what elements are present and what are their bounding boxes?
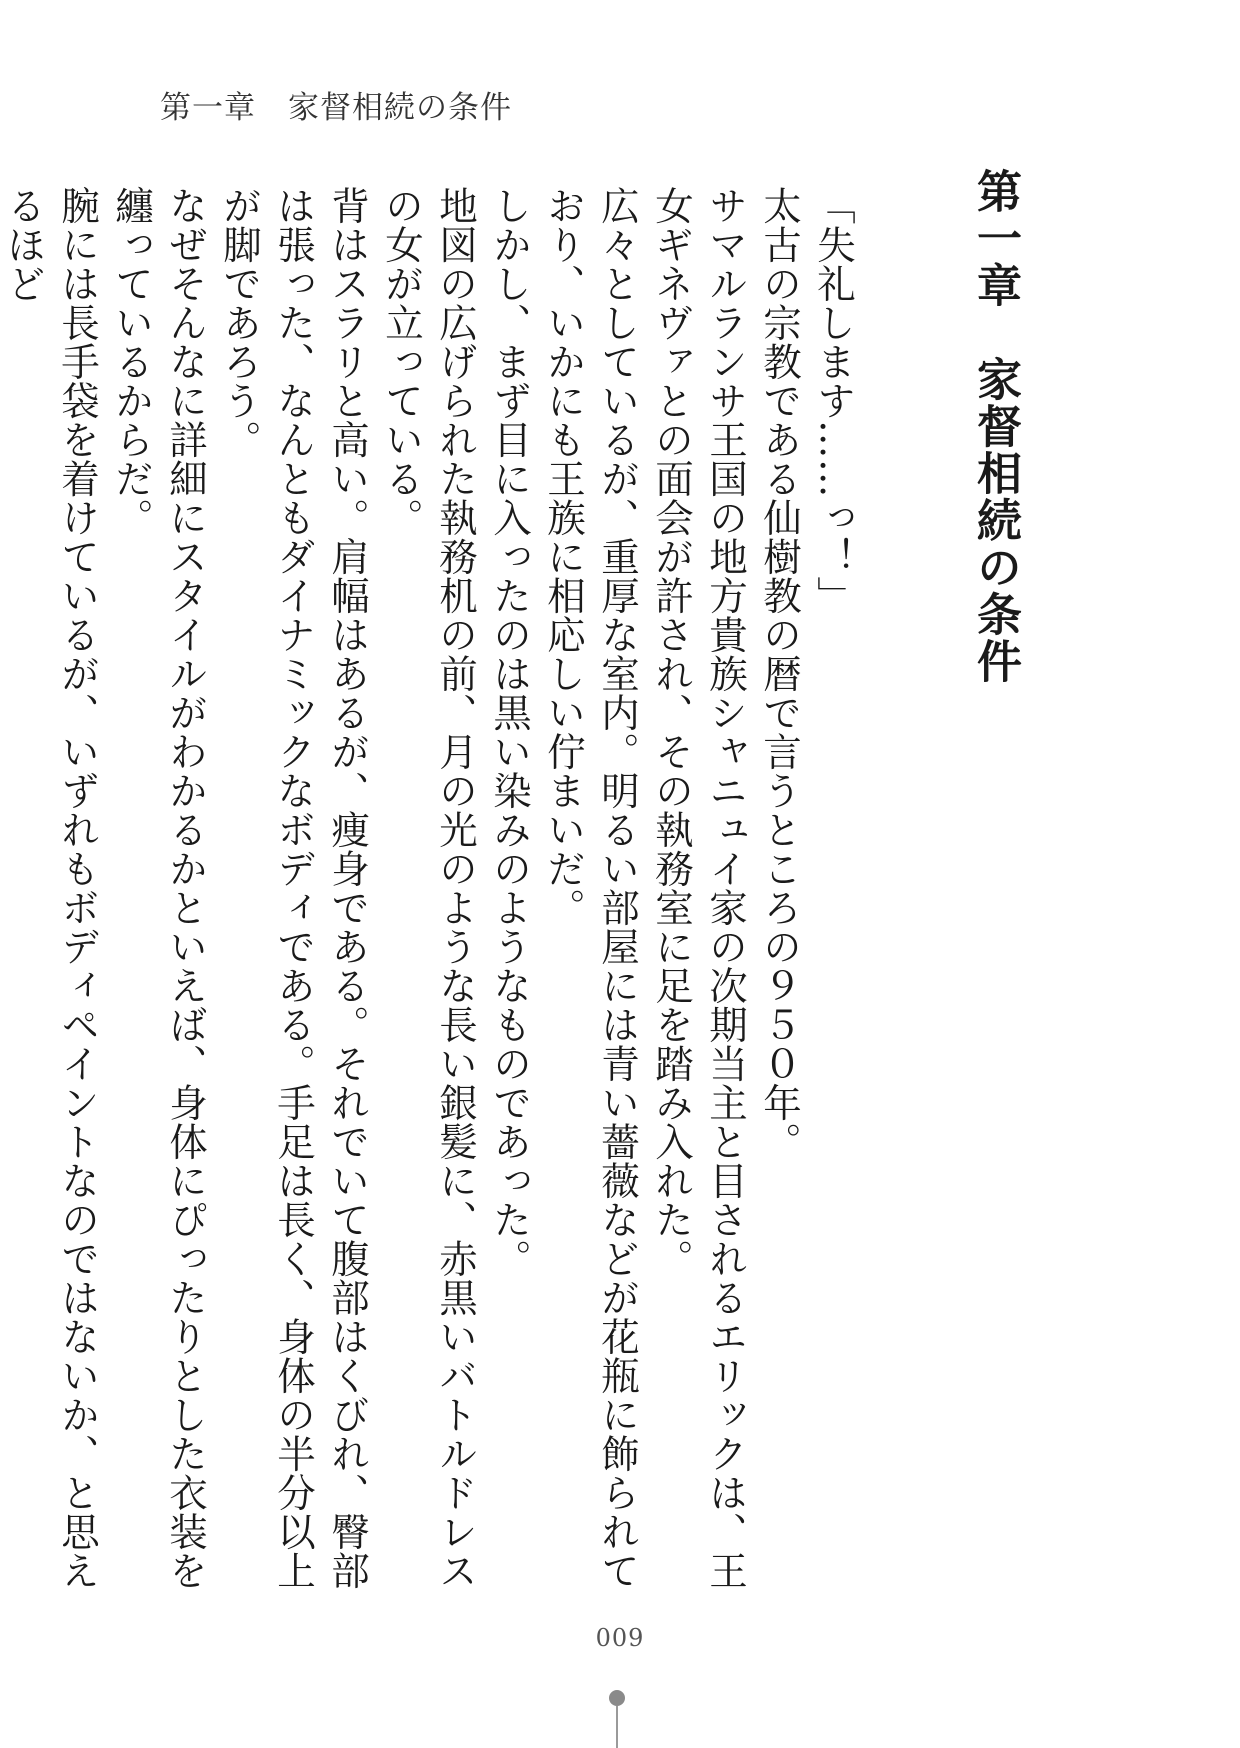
paragraph: なぜそんなに詳細にスタイルがわかるかといえば、身体にぴったりとした衣装を纏っているからだ。 (109, 186, 208, 1590)
running-header: 第一章 家督相続の条件 (160, 90, 512, 126)
paragraph: しかし、まず目に入ったのは黒い染みのようなものであった。 (487, 186, 532, 1278)
paragraph: 背はスラリと高い。肩幅はあるが、痩身である。それでいて腹部はくびれ、臀部は張った、なんともダイナミックなボディである。手足は長く、身体の半分以上が脚であろう。 (217, 186, 370, 1590)
paragraph: 広々としているが、重厚な室内。明るい部屋には青い薔薇などが花瓶に飾られており、いかにも王族に相応しい佇まいだ。 (541, 186, 640, 1590)
paragraph: 地図の広げられた執務机の前、月の光のような長い銀髪に、赤黒いバトルドレスの女が立っている。 (379, 186, 478, 1590)
paragraph: サマルランサ王国の地方貴族シャニュイ家の次期当主と目されるエリックは、王女ギネヴァとの面会が許され、その執務室に足を踏み入れた。 (649, 186, 748, 1590)
chapter-title: 第一章 家督相続の条件 (969, 168, 1022, 685)
page-marker-line (616, 1706, 618, 1748)
paragraph: 腕には長手袋を着けているが、いずれもボディペイントなのではないか、と思えるほど (1, 186, 100, 1590)
paragraph: 「失礼します……っ！」 (811, 186, 856, 615)
page-marker-dot (609, 1690, 625, 1706)
body-text (0, 186, 860, 1626)
page-number: 009 (595, 1624, 645, 1652)
paragraph: 太古の宗教である仙樹教の暦で言うところの９５０年。 (757, 186, 802, 1161)
